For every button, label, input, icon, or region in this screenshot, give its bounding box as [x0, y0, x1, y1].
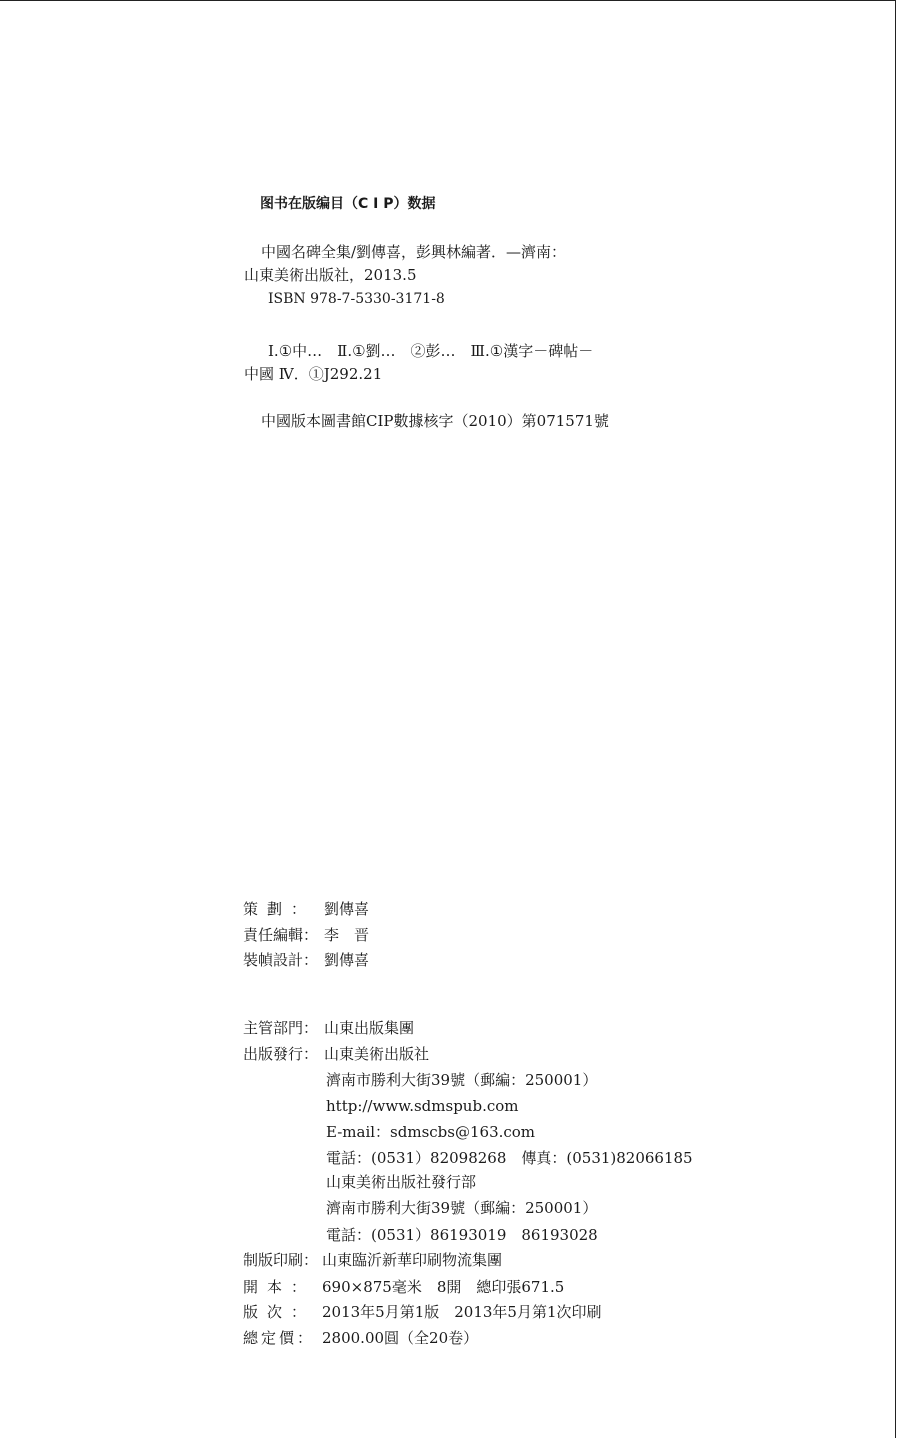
printing-label: 制版印刷： — [243, 1251, 319, 1269]
cip-isbn: ISBN 978-7-5330-3171-8 — [268, 291, 445, 307]
printing-value: 山東臨沂新華印刷物流集團 — [322, 1251, 503, 1269]
staff-label-editor: 責任編輯： — [243, 926, 319, 944]
distribution-address: 濟南市勝利大街39號（郵編：250001） — [326, 1199, 598, 1217]
cip-line-2: 山東美術出版社，2013.5 — [244, 266, 417, 284]
cip-title: 图书在版编目（C I P）数据 — [260, 196, 436, 212]
staff-value-editor: 李 晋 — [324, 926, 370, 944]
cip-line-5: 中國 Ⅳ．①J292.21 — [244, 365, 383, 383]
publisher-website: http://www.sdmspub.com — [326, 1097, 519, 1115]
publisher-label: 出版發行： — [243, 1045, 319, 1063]
cip-line-4: Ⅰ.①中… Ⅱ.①劉… ②彭… Ⅲ.①漢字－碑帖－ — [268, 342, 594, 360]
format-label: 開本： — [243, 1278, 316, 1296]
edition-value: 2013年5月第1版 2013年5月第1次印刷 — [322, 1303, 602, 1321]
staff-label-designer: 裝幀設計： — [243, 951, 319, 969]
staff-label-planning: 策劃： — [243, 900, 316, 918]
staff-value-planning: 劉傳喜 — [324, 900, 370, 918]
publisher-phone-fax: 電話：(0531）82098268 傳真：(0531)82066185 — [326, 1149, 693, 1167]
format-value: 690×875毫米 8開 總印張671.5 — [322, 1278, 565, 1296]
dept-value: 山東出版集團 — [324, 1019, 415, 1037]
price-label: 總定價： — [243, 1329, 316, 1347]
cip-line-1: 中國名碑全集/劉傳喜，彭興林編著．—濟南： — [261, 243, 567, 261]
edition-label: 版次： — [243, 1303, 316, 1321]
price-value: 2800.00圓（全20卷） — [322, 1329, 479, 1347]
staff-value-designer: 劉傳喜 — [324, 951, 370, 969]
publisher-value: 山東美術出版社 — [324, 1045, 430, 1063]
distribution-dept: 山東美術出版社發行部 — [326, 1173, 477, 1191]
publisher-email: E-mail：sdmscbs@163.com — [326, 1123, 536, 1141]
distribution-phone: 電話：(0531）86193019 86193028 — [326, 1226, 598, 1244]
cip-record-number: 中國版本圖書館CIP數據核字（2010）第071571號 — [261, 412, 609, 430]
dept-label: 主管部門： — [243, 1019, 319, 1037]
publisher-address: 濟南市勝利大街39號（郵編：250001） — [326, 1071, 598, 1089]
